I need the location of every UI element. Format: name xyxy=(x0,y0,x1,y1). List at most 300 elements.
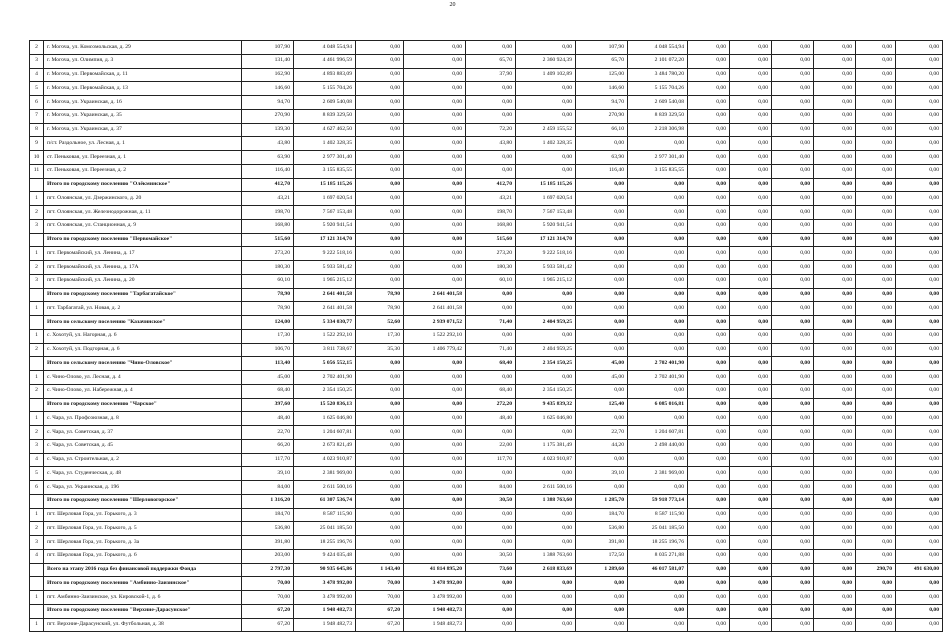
value-cell: 0,00 xyxy=(356,536,404,550)
value-cell: 5 155 704,26 xyxy=(294,82,356,96)
value-cell: 0,00 xyxy=(628,412,688,426)
table-row xyxy=(30,123,943,137)
value-cell: 0,00 xyxy=(772,82,814,96)
value-cell: 0,00 xyxy=(688,508,730,522)
row-index xyxy=(30,604,44,618)
value-cell: 0,00 xyxy=(856,439,896,453)
page-number: 20 xyxy=(449,2,456,8)
value-cell: 0,00 xyxy=(730,151,772,165)
value-cell: 0,00 xyxy=(356,439,404,453)
value-cell: 0,00 xyxy=(896,398,943,412)
value-cell: 61 307 536,74 xyxy=(294,494,356,508)
value-cell: 273,20 xyxy=(466,247,516,261)
value-cell: 0,00 xyxy=(576,453,628,467)
value-cell: 117,70 xyxy=(242,453,294,467)
value-cell: 22,70 xyxy=(576,426,628,440)
value-cell: 172,50 xyxy=(576,549,628,563)
value-cell: 0,00 xyxy=(576,233,628,247)
value-cell: 0,00 xyxy=(896,494,943,508)
address-cell: пгт. Шерловая Гора, ул. Горького, д. 3 xyxy=(44,508,242,522)
value-cell: 0,00 xyxy=(628,577,688,591)
value-cell: 0,00 xyxy=(404,96,466,110)
value-cell: 78,90 xyxy=(242,302,294,316)
value-cell: 17 121 314,70 xyxy=(294,233,356,247)
value-cell: 0,00 xyxy=(730,536,772,550)
total-row xyxy=(30,563,943,577)
value-cell: 0,00 xyxy=(896,549,943,563)
value-cell: 0,00 xyxy=(688,274,730,288)
value-cell: 8 587 115,90 xyxy=(628,508,688,522)
value-cell: 0,00 xyxy=(814,137,856,151)
value-cell: 2 609 540,08 xyxy=(628,96,688,110)
value-cell: 0,00 xyxy=(730,508,772,522)
value-cell: 0,00 xyxy=(576,316,628,330)
value-cell: 0,00 xyxy=(856,164,896,178)
value-cell: 0,00 xyxy=(896,247,943,261)
value-cell: 5 056 552,15 xyxy=(294,357,356,371)
address-cell: г. Могоча, ул. Первомайская, д. 11 xyxy=(44,68,242,82)
table-row xyxy=(30,329,943,343)
value-cell: 43,80 xyxy=(466,137,516,151)
value-cell: 0,00 xyxy=(896,137,943,151)
value-cell: 0,00 xyxy=(730,563,772,577)
total-label: Итого по сельскому поселению "Казачинское" xyxy=(44,316,242,330)
value-cell: 0,00 xyxy=(730,274,772,288)
value-cell: 2 977 301,40 xyxy=(294,151,356,165)
value-cell: 0,00 xyxy=(772,288,814,302)
address-cell: пгт. Шерловая Гора, ул. Горького, д. 3а xyxy=(44,536,242,550)
value-cell: 1 697 020,54 xyxy=(294,192,356,206)
value-cell: 45,00 xyxy=(576,371,628,385)
value-cell: 1 965 215,12 xyxy=(294,274,356,288)
value-cell: 0,00 xyxy=(516,508,576,522)
value-cell: 0,00 xyxy=(730,439,772,453)
value-cell: 290,70 xyxy=(856,563,896,577)
value-cell: 0,00 xyxy=(688,618,730,632)
value-cell: 0,00 xyxy=(356,219,404,233)
value-cell: 0,00 xyxy=(404,453,466,467)
value-cell: 0,00 xyxy=(516,151,576,165)
value-cell: 0,00 xyxy=(772,604,814,618)
value-cell: 0,00 xyxy=(404,412,466,426)
value-cell: 0,00 xyxy=(628,178,688,192)
resettlement-table xyxy=(29,40,943,632)
value-cell: 0,00 xyxy=(466,577,516,591)
value-cell: 0,00 xyxy=(896,82,943,96)
value-cell: 0,00 xyxy=(356,137,404,151)
value-cell: 84,00 xyxy=(242,481,294,495)
table-row xyxy=(30,219,943,233)
value-cell: 0,00 xyxy=(772,96,814,110)
value-cell: 41 814 895,20 xyxy=(404,563,466,577)
value-cell: 0,00 xyxy=(814,494,856,508)
value-cell: 2 611 500,16 xyxy=(516,481,576,495)
value-cell: 0,00 xyxy=(814,109,856,123)
value-cell: 72,20 xyxy=(466,123,516,137)
row-index xyxy=(30,398,44,412)
value-cell: 2 381 969,00 xyxy=(294,467,356,481)
value-cell: 2 702 401,90 xyxy=(294,371,356,385)
table-row xyxy=(30,302,943,316)
value-cell: 270,90 xyxy=(242,109,294,123)
value-cell: 0,00 xyxy=(772,467,814,481)
value-cell: 0,00 xyxy=(814,274,856,288)
value-cell: 0,00 xyxy=(356,274,404,288)
value-cell: 52,60 xyxy=(356,316,404,330)
table-row xyxy=(30,82,943,96)
value-cell: 0,00 xyxy=(772,343,814,357)
value-cell: 0,00 xyxy=(814,316,856,330)
value-cell: 0,00 xyxy=(688,426,730,440)
row-index: 3 xyxy=(30,54,44,68)
row-index: 6 xyxy=(30,96,44,110)
value-cell: 3 478 992,00 xyxy=(404,591,466,605)
value-cell: 17 121 314,70 xyxy=(516,233,576,247)
value-cell: 0,00 xyxy=(730,302,772,316)
table-row xyxy=(30,536,943,550)
value-cell: 2 354 150,25 xyxy=(516,384,576,398)
row-index: 4 xyxy=(30,549,44,563)
value-cell: 2 797,30 xyxy=(242,563,294,577)
value-cell: 0,00 xyxy=(628,618,688,632)
value-cell: 4 461 996,59 xyxy=(294,54,356,68)
value-cell: 0,00 xyxy=(628,233,688,247)
value-cell: 0,00 xyxy=(688,288,730,302)
value-cell: 0,00 xyxy=(896,192,943,206)
value-cell: 203,00 xyxy=(242,549,294,563)
value-cell: 9 424 035,48 xyxy=(294,549,356,563)
value-cell: 0,00 xyxy=(896,123,943,137)
value-cell: 0,00 xyxy=(356,123,404,137)
value-cell: 5 155 704,26 xyxy=(628,82,688,96)
value-cell: 0,00 xyxy=(628,604,688,618)
value-cell: 0,00 xyxy=(772,151,814,165)
value-cell: 0,00 xyxy=(688,398,730,412)
value-cell: 0,00 xyxy=(896,439,943,453)
value-cell: 0,00 xyxy=(772,247,814,261)
row-index xyxy=(30,178,44,192)
value-cell: 0,00 xyxy=(688,68,730,82)
value-cell: 1 522 292,10 xyxy=(294,329,356,343)
table-row xyxy=(30,164,943,178)
row-index: 5 xyxy=(30,82,44,96)
row-index: 1 xyxy=(30,329,44,343)
address-cell: с. Чара, ул. Строительная, д. 2 xyxy=(44,453,242,467)
value-cell: 146,60 xyxy=(242,82,294,96)
value-cell: 0,00 xyxy=(628,343,688,357)
value-cell: 70,00 xyxy=(242,577,294,591)
value-cell: 5 933 581,42 xyxy=(294,261,356,275)
table-row xyxy=(30,206,943,220)
address-cell: пгт. Амбинно-Заизинское, ул. Кировской-1, д. 6 xyxy=(44,591,242,605)
value-cell: 0,00 xyxy=(730,247,772,261)
value-cell: 0,00 xyxy=(516,604,576,618)
row-index xyxy=(30,288,44,302)
row-index: 1 xyxy=(30,302,44,316)
value-cell: 0,00 xyxy=(356,109,404,123)
value-cell: 0,00 xyxy=(856,481,896,495)
value-cell: 0,00 xyxy=(688,233,730,247)
value-cell: 0,00 xyxy=(466,604,516,618)
value-cell: 70,00 xyxy=(242,591,294,605)
value-cell: 1 388 763,60 xyxy=(516,494,576,508)
table-row xyxy=(30,522,943,536)
value-cell: 0,00 xyxy=(576,178,628,192)
value-cell: 35,30 xyxy=(356,343,404,357)
value-cell: 3 478 992,00 xyxy=(294,577,356,591)
row-index xyxy=(30,357,44,371)
total-row xyxy=(30,494,943,508)
total-row xyxy=(30,398,943,412)
value-cell: 84,00 xyxy=(466,481,516,495)
value-cell: 0,00 xyxy=(856,316,896,330)
value-cell: 65,70 xyxy=(466,54,516,68)
value-cell: 0,00 xyxy=(576,412,628,426)
value-cell: 0,00 xyxy=(772,274,814,288)
value-cell: 0,00 xyxy=(856,453,896,467)
value-cell: 0,00 xyxy=(688,123,730,137)
total-label: Итого по сельскому поселению "Чино-Оловское" xyxy=(44,357,242,371)
value-cell: 0,00 xyxy=(688,302,730,316)
value-cell: 2 404 959,25 xyxy=(516,343,576,357)
value-cell: 46 017 581,07 xyxy=(628,563,688,577)
value-cell: 0,00 xyxy=(628,329,688,343)
value-cell: 0,00 xyxy=(516,302,576,316)
value-cell: 78,90 xyxy=(356,288,404,302)
value-cell: 3 478 992,00 xyxy=(294,591,356,605)
value-cell: 2 101 072,20 xyxy=(628,54,688,68)
total-row xyxy=(30,316,943,330)
value-cell: 0,00 xyxy=(356,412,404,426)
value-cell: 0,00 xyxy=(356,164,404,178)
value-cell: 0,00 xyxy=(772,178,814,192)
value-cell: 1 625 046,80 xyxy=(294,412,356,426)
value-cell: 0,00 xyxy=(814,618,856,632)
value-cell: 0,00 xyxy=(730,591,772,605)
value-cell: 0,00 xyxy=(730,343,772,357)
value-cell: 0,00 xyxy=(576,577,628,591)
value-cell: 0,00 xyxy=(814,96,856,110)
value-cell: 0,00 xyxy=(896,522,943,536)
value-cell: 25 041 185,50 xyxy=(628,522,688,536)
total-row xyxy=(30,604,943,618)
value-cell: 15 520 836,13 xyxy=(294,398,356,412)
table-row xyxy=(30,384,943,398)
value-cell: 0,00 xyxy=(856,426,896,440)
value-cell: 0,00 xyxy=(856,274,896,288)
table-row xyxy=(30,151,943,165)
value-cell: 0,00 xyxy=(688,577,730,591)
value-cell: 0,00 xyxy=(814,481,856,495)
value-cell: 3 155 835,55 xyxy=(294,164,356,178)
row-index: 11 xyxy=(30,164,44,178)
value-cell: 0,00 xyxy=(856,591,896,605)
value-cell: 0,00 xyxy=(688,343,730,357)
value-cell: 0,00 xyxy=(814,192,856,206)
value-cell: 0,00 xyxy=(356,192,404,206)
value-cell: 0,00 xyxy=(814,54,856,68)
value-cell: 0,00 xyxy=(772,577,814,591)
table-row xyxy=(30,549,943,563)
value-cell: 0,00 xyxy=(356,151,404,165)
row-index: 9 xyxy=(30,137,44,151)
value-cell: 1 625 046,80 xyxy=(516,412,576,426)
value-cell: 1 965 215,12 xyxy=(516,274,576,288)
table-row xyxy=(30,591,943,605)
value-cell: 0,00 xyxy=(730,178,772,192)
value-cell: 272,20 xyxy=(466,398,516,412)
value-cell: 0,00 xyxy=(356,41,404,55)
value-cell: 2 611 500,16 xyxy=(294,481,356,495)
value-cell: 0,00 xyxy=(730,494,772,508)
value-cell: 17,30 xyxy=(356,329,404,343)
row-index: 1 xyxy=(30,192,44,206)
address-cell: г. Могоча, ул. Первомайская, д. 13 xyxy=(44,82,242,96)
value-cell: 0,00 xyxy=(896,384,943,398)
total-row xyxy=(30,178,943,192)
value-cell: 2 618 833,69 xyxy=(516,563,576,577)
value-cell: 2 939 071,52 xyxy=(404,316,466,330)
value-cell: 73,60 xyxy=(466,563,516,577)
row-index: 10 xyxy=(30,151,44,165)
value-cell: 66,10 xyxy=(576,123,628,137)
value-cell: 0,00 xyxy=(466,109,516,123)
total-label: Итого по городскому поселению "Амбинно-Заизинское" xyxy=(44,577,242,591)
value-cell: 0,00 xyxy=(856,178,896,192)
value-cell: 0,00 xyxy=(466,508,516,522)
value-cell: 0,00 xyxy=(896,343,943,357)
address-cell: ст. Пеньковая, ул. Переезная, д. 1 xyxy=(44,151,242,165)
value-cell: 2 354 150,25 xyxy=(294,384,356,398)
value-cell: 0,00 xyxy=(730,384,772,398)
value-cell: 0,00 xyxy=(404,151,466,165)
row-index: 2 xyxy=(30,522,44,536)
value-cell: 65,70 xyxy=(576,54,628,68)
value-cell: 0,00 xyxy=(688,151,730,165)
table-row xyxy=(30,412,943,426)
value-cell: 63,90 xyxy=(242,151,294,165)
row-index: 2 xyxy=(30,41,44,55)
value-cell: 1 697 020,54 xyxy=(516,192,576,206)
value-cell: 0,00 xyxy=(772,412,814,426)
address-cell: с. Чино-Олово, ул. Лесная, д. 4 xyxy=(44,371,242,385)
value-cell: 0,00 xyxy=(730,164,772,178)
value-cell: 0,00 xyxy=(856,371,896,385)
value-cell: 2 673 821,49 xyxy=(294,439,356,453)
value-cell: 43,21 xyxy=(242,192,294,206)
table-row xyxy=(30,481,943,495)
value-cell: 0,00 xyxy=(466,302,516,316)
value-cell: 3 811 738,67 xyxy=(294,343,356,357)
value-cell: 0,00 xyxy=(896,206,943,220)
value-cell: 70,00 xyxy=(356,577,404,591)
value-cell: 0,00 xyxy=(576,261,628,275)
value-cell: 1 409 102,89 xyxy=(516,68,576,82)
value-cell: 0,00 xyxy=(576,137,628,151)
value-cell: 0,00 xyxy=(814,164,856,178)
value-cell: 0,00 xyxy=(730,219,772,233)
total-label: Итого по городскому поселению "Чарское" xyxy=(44,398,242,412)
value-cell: 0,00 xyxy=(404,371,466,385)
value-cell: 0,00 xyxy=(772,261,814,275)
value-cell: 1 285,70 xyxy=(576,494,628,508)
value-cell: 0,00 xyxy=(516,371,576,385)
value-cell: 0,00 xyxy=(356,54,404,68)
total-label: Всего на этапу 2016 года без финансовой поддержки Фонда xyxy=(44,563,242,577)
value-cell: 0,00 xyxy=(856,123,896,137)
value-cell: 0,00 xyxy=(772,549,814,563)
row-index xyxy=(30,577,44,591)
value-cell: 0,00 xyxy=(466,371,516,385)
value-cell: 0,00 xyxy=(404,219,466,233)
table-row xyxy=(30,137,943,151)
value-cell: 0,00 xyxy=(688,412,730,426)
value-cell: 0,00 xyxy=(856,536,896,550)
value-cell: 412,70 xyxy=(466,178,516,192)
value-cell: 67,20 xyxy=(242,618,294,632)
value-cell: 59 918 773,14 xyxy=(628,494,688,508)
table-row xyxy=(30,274,943,288)
value-cell: 1 204 607,81 xyxy=(294,426,356,440)
row-index: 3 xyxy=(30,439,44,453)
value-cell: 0,00 xyxy=(896,41,943,55)
value-cell: 0,00 xyxy=(814,288,856,302)
value-cell: 0,00 xyxy=(404,384,466,398)
table-row xyxy=(30,343,943,357)
value-cell: 0,00 xyxy=(628,591,688,605)
value-cell: 0,00 xyxy=(688,536,730,550)
value-cell: 0,00 xyxy=(688,219,730,233)
row-index: 2 xyxy=(30,261,44,275)
value-cell: 43,21 xyxy=(466,192,516,206)
value-cell: 0,00 xyxy=(404,357,466,371)
value-cell: 107,90 xyxy=(576,41,628,55)
value-cell: 0,00 xyxy=(404,68,466,82)
value-cell: 0,00 xyxy=(896,68,943,82)
value-cell: 0,00 xyxy=(688,494,730,508)
value-cell: 78,90 xyxy=(356,302,404,316)
row-index: 2 xyxy=(30,426,44,440)
value-cell: 0,00 xyxy=(688,137,730,151)
value-cell: 5 334 030,77 xyxy=(294,316,356,330)
value-cell: 2 702 401,90 xyxy=(628,371,688,385)
value-cell: 2 218 306,98 xyxy=(628,123,688,137)
value-cell: 0,00 xyxy=(688,467,730,481)
value-cell: 2 609 540,08 xyxy=(294,96,356,110)
value-cell: 184,70 xyxy=(576,508,628,522)
value-cell: 0,00 xyxy=(356,467,404,481)
value-cell: 3 484 780,20 xyxy=(628,68,688,82)
value-cell: 0,00 xyxy=(814,563,856,577)
value-cell: 0,00 xyxy=(356,508,404,522)
value-cell: 0,00 xyxy=(730,426,772,440)
value-cell: 0,00 xyxy=(356,494,404,508)
value-cell: 18 255 196,76 xyxy=(294,536,356,550)
table-row xyxy=(30,426,943,440)
value-cell: 68,40 xyxy=(466,357,516,371)
table-row xyxy=(30,247,943,261)
value-cell: 0,00 xyxy=(856,192,896,206)
value-cell: 5 920 941,54 xyxy=(516,219,576,233)
value-cell: 0,00 xyxy=(896,508,943,522)
row-index: 3 xyxy=(30,536,44,550)
value-cell: 0,00 xyxy=(856,604,896,618)
value-cell: 1 175 381,49 xyxy=(516,439,576,453)
value-cell: 113,40 xyxy=(242,357,294,371)
value-cell: 0,00 xyxy=(814,467,856,481)
value-cell: 0,00 xyxy=(896,577,943,591)
address-cell: пгт. Первомайский, ул. Ленина, д. 17А xyxy=(44,261,242,275)
